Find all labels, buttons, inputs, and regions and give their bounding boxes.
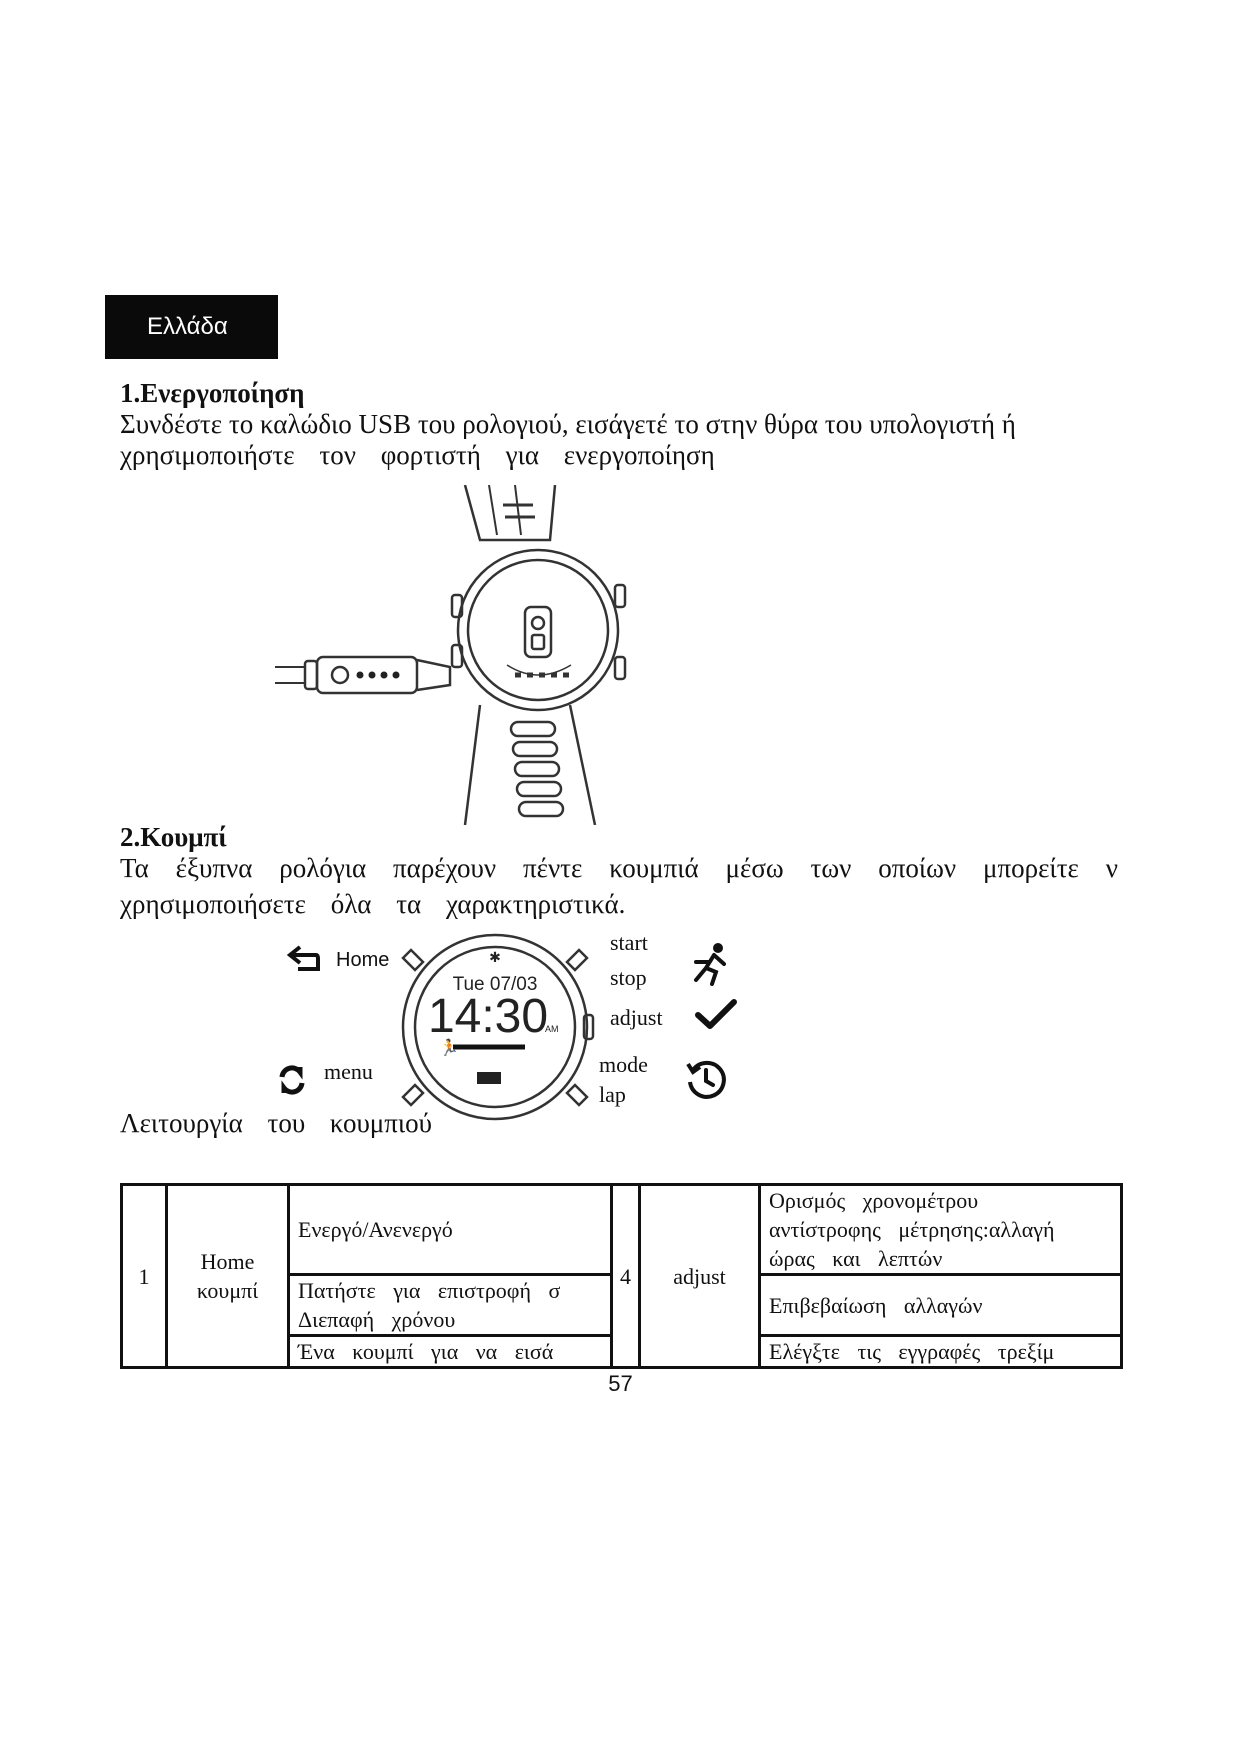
stop-label: stop xyxy=(610,965,647,990)
section-1-line-1: Συνδέστε το καλώδιο USB του ρολογιού, εισάγετέ το στην θύρα του υπολογιστή ή xyxy=(120,409,1016,439)
lap-label: lap xyxy=(599,1082,626,1107)
history-icon xyxy=(684,1058,728,1102)
cell-line: Διεπαφή χρόνου xyxy=(298,1307,456,1332)
cell-line: ώρας και λεπτών xyxy=(769,1246,943,1271)
start-label: start xyxy=(610,930,648,955)
screen-time: 14:30 xyxy=(427,990,549,1043)
button-name-adjust: adjust xyxy=(640,1185,760,1368)
section-2-heading: 2.Κουμπί xyxy=(120,822,227,852)
section-2-line-1 xyxy=(120,853,1118,884)
svg-text:✱: ✱ xyxy=(489,950,501,966)
watch-face-diagram xyxy=(395,930,595,1130)
page-number: 57 xyxy=(608,1371,633,1396)
home-icon xyxy=(286,945,322,975)
button-function-table xyxy=(120,1183,1123,1369)
svg-text:🏃: 🏃 xyxy=(439,1038,459,1057)
button-name-line: κουμπί xyxy=(196,1278,259,1303)
home-function-2 xyxy=(289,1275,612,1336)
menu-icon xyxy=(276,1064,308,1096)
menu-label: menu xyxy=(324,1059,373,1084)
button-name-line: Home xyxy=(200,1249,255,1274)
word: πέντε xyxy=(522,853,583,883)
country-tag: Ελλάδα xyxy=(105,295,278,359)
row-number-1: 1 xyxy=(122,1185,167,1368)
cell-line: Πατήστε για επιστροφή σ xyxy=(298,1278,561,1303)
word: οποίων xyxy=(878,853,957,883)
screen-ampm: AM xyxy=(545,1024,559,1034)
screen-date: Tue 07/03 xyxy=(452,974,538,995)
button-function-caption: Λειτουργία του κουμπιού xyxy=(120,1108,433,1138)
home-function-3: Ένα κουμπί για να εισά xyxy=(289,1336,612,1368)
section-2-line-2: χρησιμοποιήσετε όλα τα χαρακτηριστικά. xyxy=(120,889,626,919)
word: των xyxy=(810,853,852,883)
adjust-function-2: Επιβεβαίωση αλλαγών xyxy=(760,1275,1122,1336)
section-1-heading: 1.Ενεργοποίηση xyxy=(120,378,305,408)
cell-line: αντίστροφης μέτρησης:αλλαγή xyxy=(769,1217,1055,1242)
word: ν xyxy=(1105,853,1118,883)
button-name-home xyxy=(167,1185,289,1368)
word: έξυπνα xyxy=(175,853,253,883)
home-label: Home xyxy=(336,949,390,971)
row-number-4: 4 xyxy=(612,1185,640,1368)
word: κουμπιά xyxy=(609,853,699,883)
checkmark-icon xyxy=(694,998,738,1032)
section-1-line-2: χρησιμοποιήστε τον φορτιστή για ενεργοποίηση xyxy=(120,440,715,470)
running-icon xyxy=(690,942,730,986)
mode-label: mode xyxy=(599,1052,648,1077)
home-function-1: Ενεργό/Ανενεργό xyxy=(289,1185,612,1275)
adjust-function-3: Ελέγξτε τις εγγραφές τρεξίμ xyxy=(760,1336,1122,1368)
cell-line: Ορισμός χρονομέτρου xyxy=(769,1188,979,1213)
adjust-function-1 xyxy=(760,1185,1122,1275)
word: Τα xyxy=(120,853,149,883)
word: μέσω xyxy=(725,853,784,883)
word: μπορείτε xyxy=(983,853,1079,883)
watch-charging-illustration xyxy=(275,485,675,825)
word: παρέχουν xyxy=(393,853,497,883)
word: ρολόγια xyxy=(279,853,367,883)
adjust-label: adjust xyxy=(610,1005,663,1030)
